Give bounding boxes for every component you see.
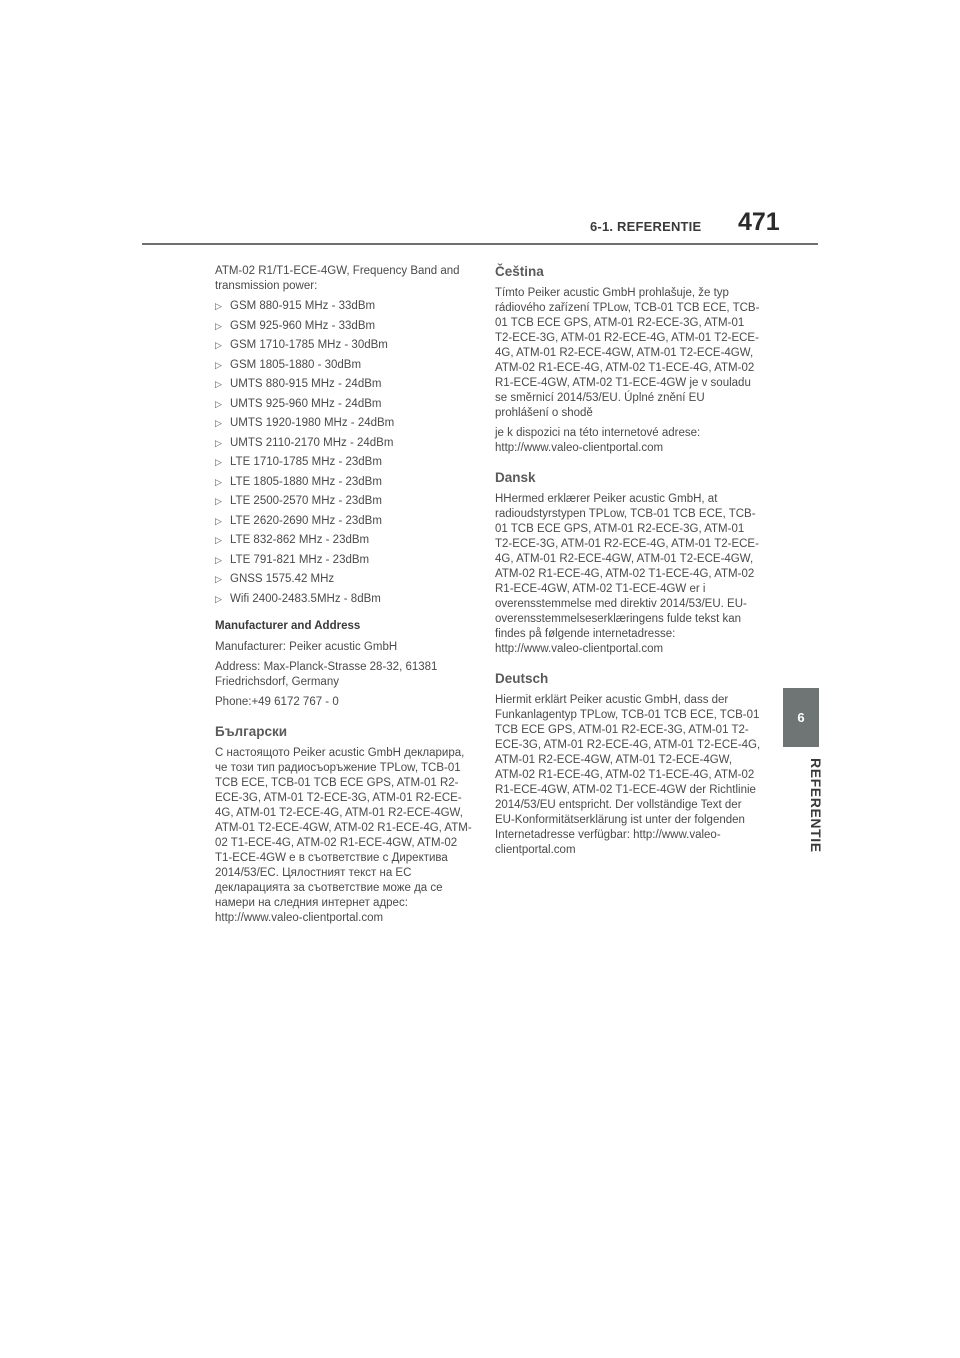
triangle-bullet-icon: ▷ — [215, 418, 222, 428]
left-column — [215, 264, 475, 931]
list-item: ▷ LTE 791-821 MHz - 23dBm — [215, 553, 370, 566]
right-column — [495, 264, 761, 863]
frequency-list — [215, 299, 475, 607]
czech-declaration: Tímto Peiker acustic GmbH prohlašuje, že typ rádiového zařízení TPLow, TCB-01 TCB ECE, TCB-01 TCB ECE GPS, ATM-01 R2-ECE-3G, ATM-01 T2-ECE-3G, ATM-01 R2-ECE-4G, ATM-01 T2-ECE-4G, ATM-01 R2-ECE-4GW, ATM-01 T2-ECE-4GW, ATM-02 R1-ECE-4G, ATM-02 T1-ECE-4G, ATM-02 R1-ECE-4GW, ATM-02 T1-ECE-4GW je v souladu se směrnicí 2014/53/EU. Úplné znění EU prohlášení o shodě — [495, 287, 760, 419]
list-item: ▷ GNSS 1575.42 MHz — [215, 573, 335, 585]
list-item: ▷ UMTS 925-960 MHz - 24dBm — [215, 397, 382, 410]
triangle-bullet-icon: ▷ — [215, 437, 222, 448]
triangle-bullet-icon: ▷ — [215, 340, 222, 350]
list-item: ▷ UMTS 1920-1980 MHz - 24dBm — [215, 417, 395, 429]
list-item: ▷ Wifi 2400-2483.5MHz - 8dBm — [215, 592, 381, 605]
czech-declaration-link: je k dispozici na této internetové adrese: http://www.valeo-clientportal.com — [495, 427, 701, 454]
list-item: ▷ LTE 1805-1880 MHz - 23dBm — [215, 475, 382, 488]
triangle-bullet-icon: ▷ — [215, 320, 222, 331]
german-declaration: Hiermit erklärt Peiker acustic GmbH, dass der Funkanlagentyp TPLow, TCB-01 TCB ECE, TCB-01 TCB ECE GPS, ATM-01 R2-ECE-3G, ATM-01 T2-ECE-3G, ATM-01 R2-ECE-4G, ATM-01 T2-ECE-4G, ATM-01 R2-ECE-4GW, ATM-01 T2-ECE-4GW, ATM-02 R1-ECE-4G, ATM-02 T1-ECE-4G, ATM-02 R1-ECE-4GW, ATM-02 T1-ECE-4GW der Richtlinie 2014/53/EU entspricht. Der vollständige Text der EU-Konformitätserklärung ist unter der folgenden Internetadresse verfügbar: http://www.valeo-clientportal.com — [495, 694, 761, 856]
chapter-tab — [783, 688, 819, 747]
list-item: ▷ UMTS 880-915 MHz - 24dBm — [215, 378, 382, 390]
manufacturer-address: Address: Max-Planck-Strasse 28-32, 61381 Friedrichsdorf, Germany — [215, 660, 438, 688]
german-heading: Deutsch — [495, 671, 549, 686]
bulgarian-declaration: С настоящото Peiker acustic GmbH декларира, че този тип радиосъоръжение TPLow, TCB-01 TCB ECE, TCB-01 TCB ECE GPS, ATM-01 R2-ECE-3G, ATM-01 T2-ECE-3G, ATM-01 R2-ECE-4G, ATM-01 T2-ECE-4G, ATM-01 R2-ECE-4GW, ATM-01 T2-ECE-4GW, ATM-02 R1-ECE-4G, ATM-02 T1-ECE-4G, ATM-02 R1-ECE-4GW, ATM-02 T1-ECE-4GW е в съответствие с Директива 2014/53/ЕС. Цялостният текст на ЕС декларацията за съответствие може да се намери на следния интернет адрес: http://www.valeo-clientportal.com — [215, 746, 472, 924]
chapter-label: REFERENTIE — [808, 758, 824, 853]
chapter-number: 6 — [797, 710, 805, 725]
triangle-bullet-icon: ▷ — [215, 359, 222, 370]
section-title: 6-1. REFERENTIE — [590, 219, 702, 234]
list-item: ▷ UMTS 2110-2170 MHz - 24dBm — [215, 436, 394, 449]
list-item: ▷ LTE 1710-1785 MHz - 23dBm — [215, 456, 382, 468]
triangle-bullet-icon: ▷ — [215, 515, 222, 526]
list-item: ▷ GSM 925-960 MHz - 33dBm — [215, 319, 376, 332]
triangle-bullet-icon: ▷ — [215, 457, 222, 467]
list-item: ▷ LTE 2620-2690 MHz - 23dBm — [215, 514, 382, 527]
list-item: ▷ LTE 2500-2570 MHz - 23dBm — [215, 495, 382, 507]
manufacturer-phone: Phone:+49 6172 767 - 0 — [215, 695, 339, 708]
triangle-bullet-icon: ▷ — [215, 301, 222, 311]
page-number: 471 — [738, 208, 780, 236]
list-item: ▷ LTE 832-862 MHz - 23dBm — [215, 534, 370, 546]
triangle-bullet-icon: ▷ — [215, 476, 222, 487]
danish-declaration: HHermed erklærer Peiker acustic GmbH, at radioudstyrstypen TPLow, TCB-01 TCB ECE, TCB-01 TCB ECE GPS, ATM-01 R2-ECE-3G, ATM-01 T2-ECE-3G, ATM-01 R2-ECE-4G, ATM-01 T2-ECE-4G, ATM-01 R2-ECE-4GW, ATM-01 T2-ECE-4GW, ATM-02 R1-ECE-4G, ATM-02 T1-ECE-4G, ATM-02 R1-ECE-4GW, ATM-02 T1-ECE-4GW er i overensstemmelse med direktiv 2014/53/EU. EU-overensstemmelseserklæringens fulde tekst kan findes på følgende internetadresse: http://www.valeo-clientportal.com — [495, 493, 759, 655]
triangle-bullet-icon: ▷ — [215, 554, 222, 565]
list-item: ▷ GSM 1710-1785 MHz - 30dBm — [215, 339, 388, 351]
danish-heading: Dansk — [495, 470, 536, 485]
bulgarian-heading: Български — [215, 723, 288, 739]
header-divider — [142, 243, 818, 245]
frequency-intro: ATM-02 R1/T1-ECE-4GW, Frequency Band and transmission power: — [215, 265, 460, 292]
triangle-bullet-icon: ▷ — [215, 379, 222, 389]
triangle-bullet-icon: ▷ — [215, 535, 222, 545]
manufacturer-heading: Manufacturer and Address — [215, 619, 361, 632]
list-item: ▷ GSM 880-915 MHz - 33dBm — [215, 300, 376, 312]
manufacturer-name: Manufacturer: Peiker acustic GmbH — [215, 640, 398, 653]
czech-heading: Čeština — [495, 264, 544, 279]
triangle-bullet-icon: ▷ — [215, 496, 222, 506]
triangle-bullet-icon: ▷ — [215, 593, 222, 604]
triangle-bullet-icon: ▷ — [215, 398, 222, 409]
triangle-bullet-icon: ▷ — [215, 574, 222, 584]
list-item: ▷ GSM 1805-1880 - 30dBm — [215, 358, 362, 371]
